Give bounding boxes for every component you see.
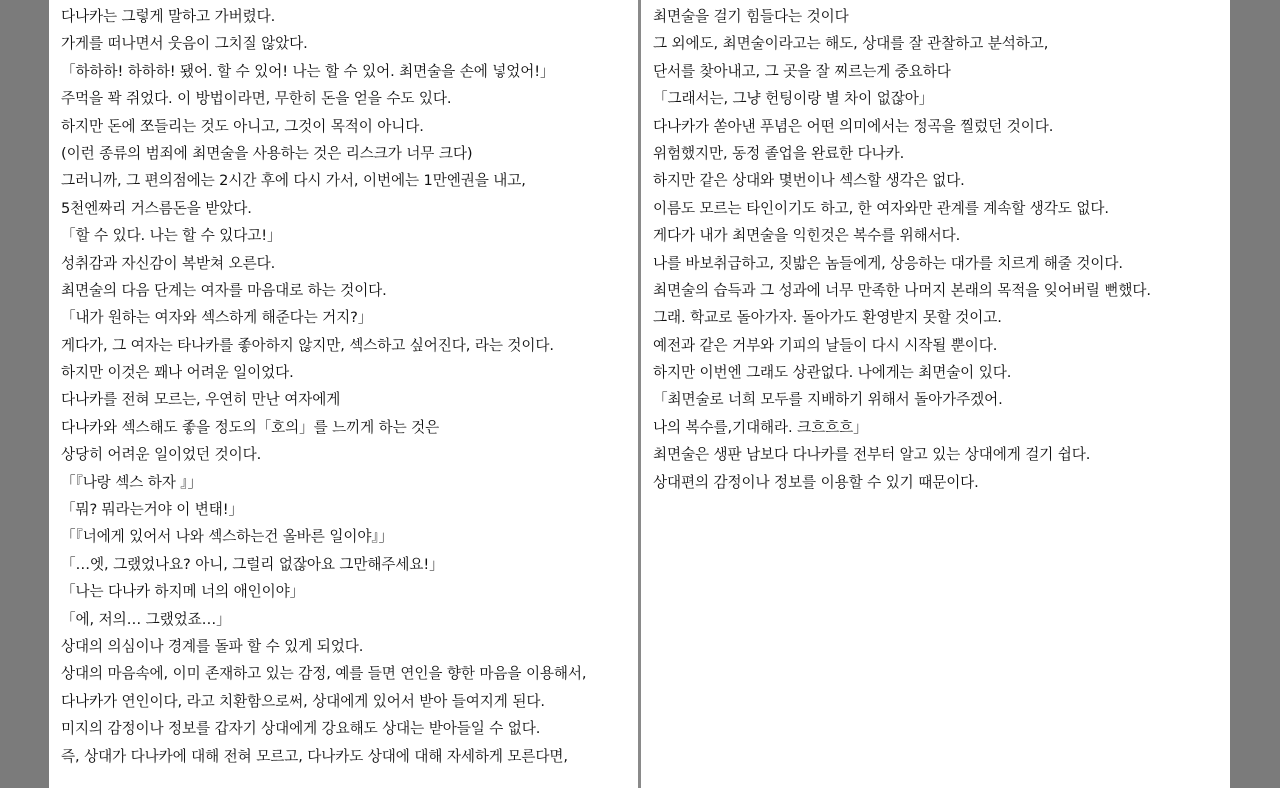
text-line: 「할 수 있다. 나는 할 수 있다고!」 (61, 227, 282, 245)
text-line: 다나카가 연인이다, 라고 치환함으로써, 상대에게 있어서 받아 들여지게 된다. (61, 692, 545, 710)
text-line: 하지만 같은 상대와 몇번이나 섹스할 생각은 없다. (653, 172, 965, 190)
text-line: 최면술의 다음 단계는 여자를 마음대로 하는 것이다. (61, 281, 387, 299)
text-line: 주먹을 꽉 쥐었다. 이 방법이라면, 무한히 돈을 얻을 수도 있다. (61, 90, 452, 108)
text-line: (이런 종류의 범죄에 최면술을 사용하는 것은 리스크가 너무 크다) (61, 144, 473, 162)
text-line: 미지의 감정이나 정보를 갑자기 상대에게 강요해도 상대는 받아들일 수 없다. (61, 720, 541, 738)
text-line: 상당히 어려운 일이었던 것이다. (61, 446, 262, 464)
text-line: 그 외에도, 최면술이라고는 해도, 상대를 잘 관찰하고 분석하고, (653, 35, 1049, 53)
text-line: 나를 바보취급하고, 짓밟은 놈들에게, 상응하는 대가를 치르게 해줄 것이다. (653, 254, 1123, 272)
text-line: 최면술은 생판 남보다 다나카를 전부터 알고 있는 상대에게 걸기 쉽다. (653, 446, 1091, 464)
text-line: 다나카는 그렇게 말하고 가버렸다. (61, 8, 276, 25)
text-line: 「『나랑 섹스 하자 』」 (61, 473, 202, 491)
text-line: 게다가 내가 최면술을 익힌것은 복수를 위해서다. (653, 227, 961, 245)
text-line: 「…엣, 그랬었나요? 아니, 그럴리 없잖아요 그만해주세요!」 (61, 555, 444, 573)
left-page-text (61, 3, 634, 770)
text-line: 「내가 원하는 여자와 섹스하게 해준다는 거지?」 (61, 309, 373, 327)
text-line: 다나카와 섹스해도 좋을 정도의「호의」를 느끼게 하는 것은 (61, 418, 440, 436)
text-line: 「『너에게 있어서 나와 섹스하는건 올바른 일이야』」 (61, 528, 394, 546)
text-line: 게다가, 그 여자는 타나카를 좋아하지 않지만, 섹스하고 싶어진다, 라는 것이다. (61, 336, 554, 354)
text-line: 그러니까, 그 편의점에는 2시간 후에 다시 가서, 이번에는 1만엔권을 내고, (61, 172, 526, 190)
text-line: 상대의 의심이나 경계를 돌파 할 수 있게 되었다. (61, 637, 364, 655)
text-line: 「하하하! 하하하! 됐어. 할 수 있어! 나는 할 수 있어. 최면술을 손에 넣었어!」 (61, 62, 555, 80)
text-line: 「최면술로 너희 모두를 지배하기 위해서 돌아가주겠어. (653, 391, 1003, 409)
text-line: 「에, 저의… 그랬었죠…」 (61, 610, 231, 628)
text-line: 「그래서는, 그냥 헌팅이랑 별 차이 없잖아」 (653, 90, 934, 108)
text-line: 하지만 이것은 꽤나 어려운 일이었다. (61, 364, 294, 382)
text-line: 성취감과 자신감이 복받쳐 오른다. (61, 254, 276, 272)
text-line: 「나는 다나카 하지메 너의 애인이야」 (61, 583, 305, 601)
left-page (49, 0, 638, 788)
text-line: 하지만 이번엔 그래도 상관없다. 나에게는 최면술이 있다. (653, 364, 1012, 382)
text-line: 가게를 떠나면서 웃음이 그치질 않았다. (61, 35, 308, 53)
text-line: 「뭐? 뭐라는거야 이 변태!」 (61, 501, 243, 519)
text-line: 다나카가 쏟아낸 푸념은 어떤 의미에서는 정곡을 찔렀던 것이다. (653, 117, 1054, 135)
text-line: 하지만 돈에 쪼들리는 것도 아니고, 그것이 목적이 아니다. (61, 117, 424, 135)
text-line: 단서를 찾아내고, 그 곳을 잘 찌르는게 중요하다 (653, 62, 951, 80)
text-line: 최면술의 습득과 그 성과에 너무 만족한 나머지 본래의 목적을 잊어버릴 뻔했다. (653, 281, 1151, 299)
text-line: 상대의 마음속에, 이미 존재하고 있는 감정, 예를 들면 연인을 향한 마음을 이용해서, (61, 665, 587, 683)
right-page (641, 0, 1230, 788)
text-line: 상대편의 감정이나 정보를 이용할 수 있기 때문이다. (653, 473, 979, 491)
text-line: 예전과 같은 거부와 기피의 날들이 다시 시작될 뿐이다. (653, 336, 998, 354)
text-line: 그래. 학교로 돌아가자. 돌아가도 환영받지 못할 것이고. (653, 309, 1002, 327)
text-line: 이름도 모르는 타인이기도 하고, 한 여자와만 관계를 계속할 생각도 없다. (653, 199, 1109, 217)
text-line: 5천엔짜리 거스름돈을 받았다. (61, 199, 252, 217)
text-line: 다나카를 전혀 모르는, 우연히 만난 여자에게 (61, 391, 341, 409)
text-line: 위험했지만, 동정 졸업을 완료한 다나카. (653, 144, 905, 162)
text-line: 나의 복수를,기대해라. 크흐흐흐」 (653, 418, 868, 436)
text-line: 즉, 상대가 다나카에 대해 전혀 모르고, 다나카도 상대에 대해 자세하게 모른다면, (61, 747, 568, 765)
right-page-text (653, 3, 1226, 496)
text-line: 최면술을 걸기 힘들다는 것이다 (653, 8, 849, 25)
